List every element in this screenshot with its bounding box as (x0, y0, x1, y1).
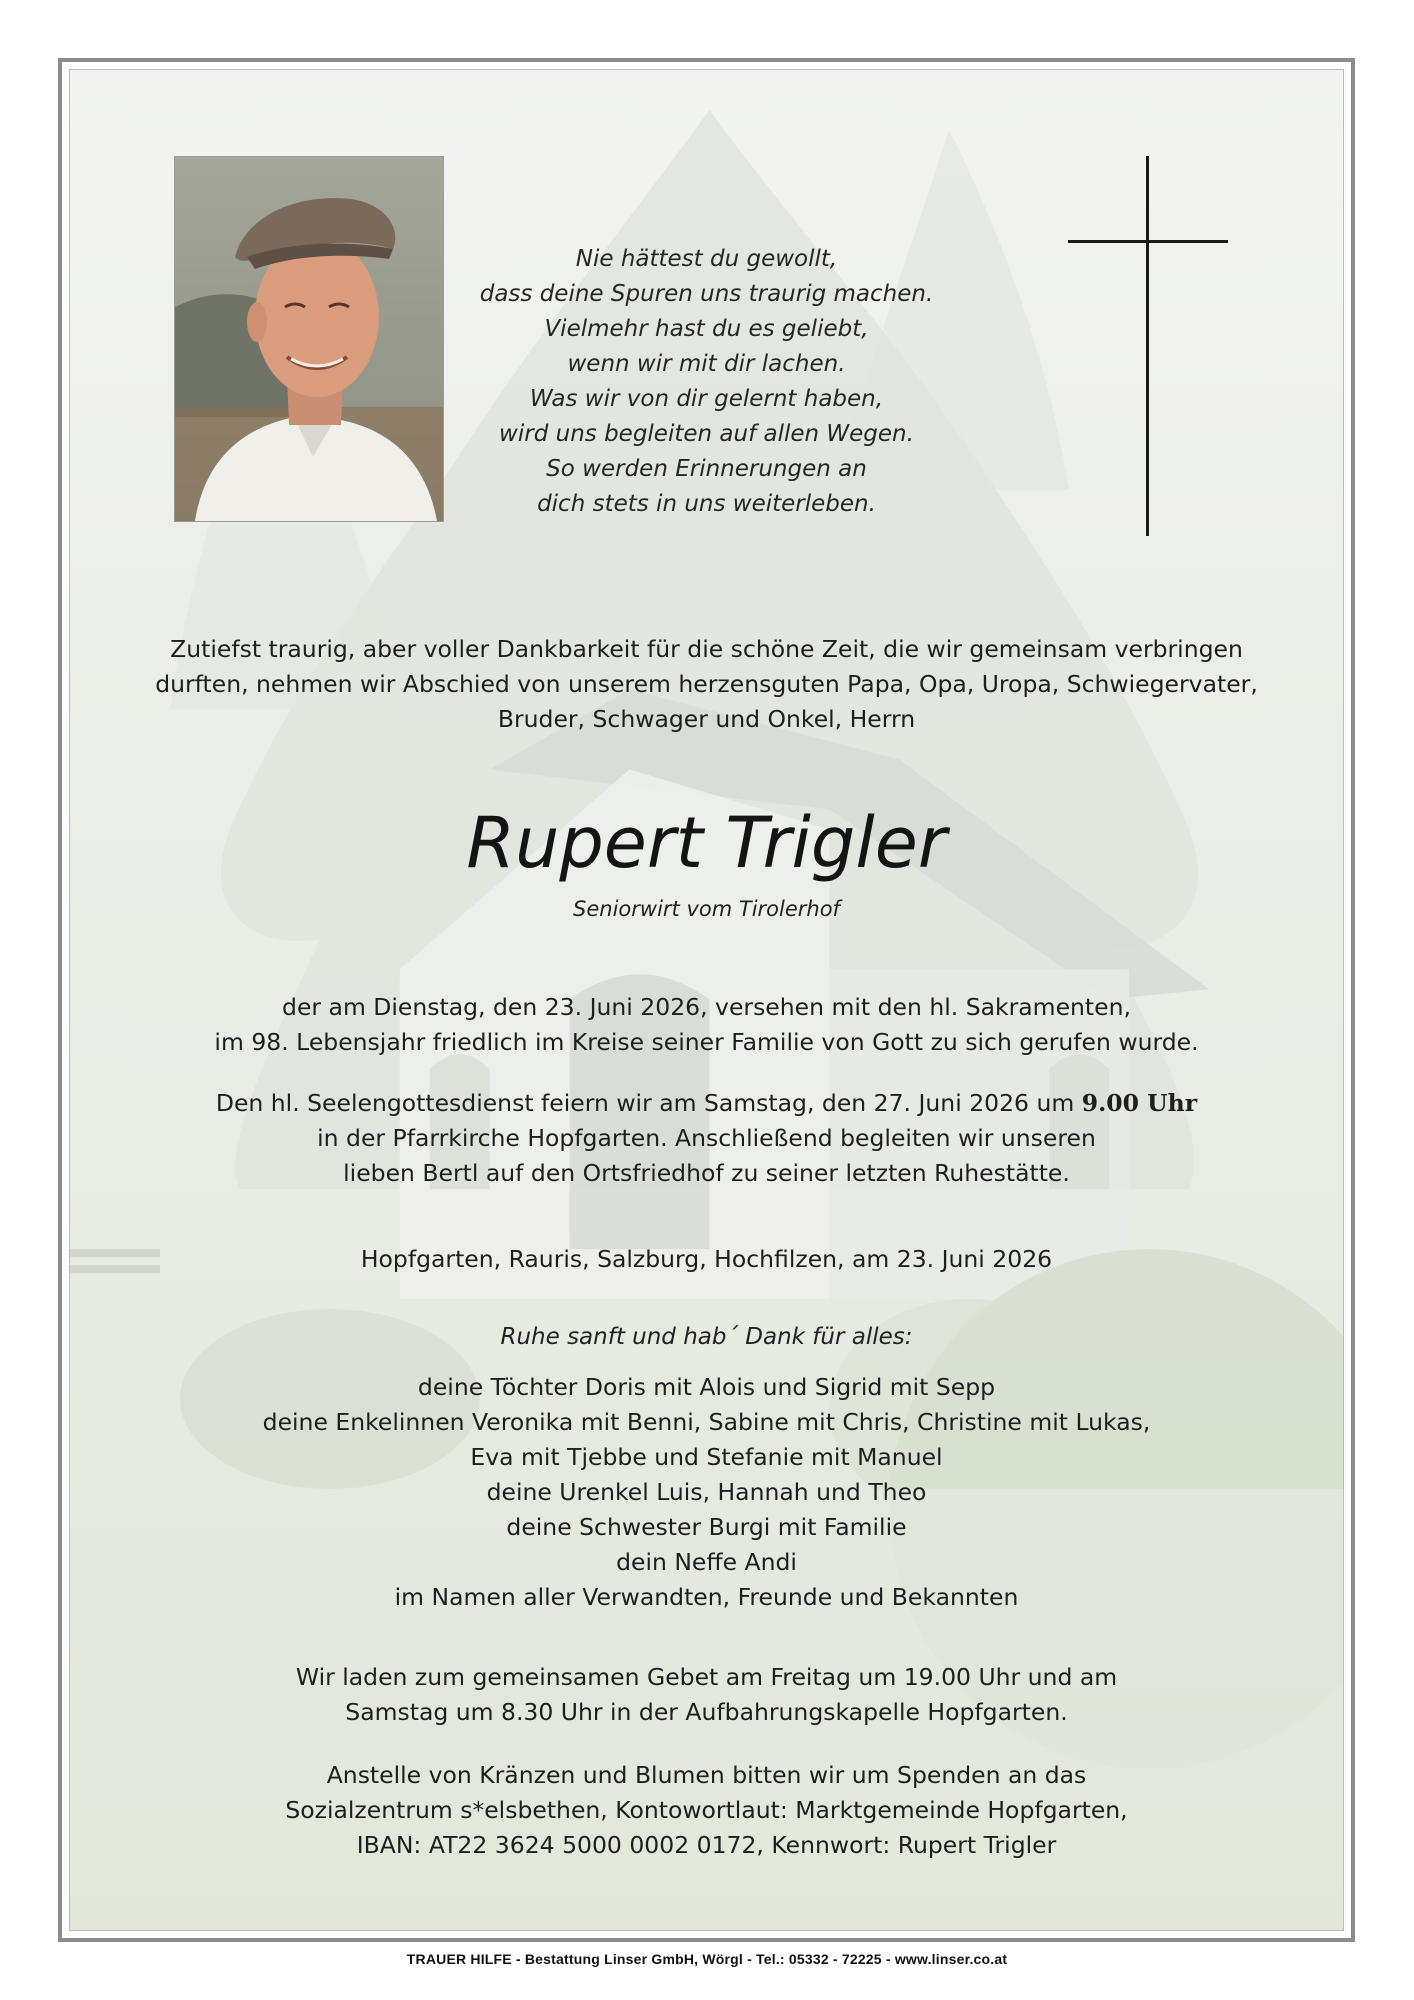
memorial-poem (70, 242, 1343, 522)
place-and-date: Hopfgarten, Rauris, Salzburg, Hochfilzen, am 23. Juni 2026 (360, 1245, 1053, 1273)
funeral-home-footer: TRAUER HILFE - Bestattung Linser GmbH, Wörgl - Tel.: 05332 - 72225 - www.linser.co.at (406, 1951, 1008, 1967)
deceased-name: Rupert Trigler (466, 802, 947, 884)
service-line: lieben Bertl auf den Ortsfriedhof zu seiner letzten Ruhestätte. (343, 1159, 1070, 1187)
mourners-list (70, 1370, 1343, 1615)
mourner-line: deine Schwester Burgi mit Familie (506, 1513, 907, 1541)
donation-request (70, 1758, 1343, 1863)
donation-line: Anstelle von Kränzen und Blumen bitten wir um Spenden an das (326, 1761, 1087, 1789)
poem-line: dass deine Spuren uns traurig machen. (479, 281, 934, 307)
service-line: in der Pfarrkirche Hopfgarten. Anschließend begleiten wir unseren (317, 1124, 1096, 1152)
death-notice (70, 990, 1343, 1060)
poem-line: wird uns begleiten auf allen Wegen. (499, 421, 914, 447)
poem-line: Was wir von dir gelernt haben, (529, 386, 884, 412)
mourner-line: Eva mit Tjebbe und Stefanie mit Manuel (470, 1443, 943, 1471)
poem-line: Nie hättest du gewollt, (575, 246, 838, 272)
poem-line: So werden Erinnerungen an (546, 456, 867, 482)
intro-paragraph (70, 632, 1343, 737)
mourner-line: dein Neffe Andi (616, 1548, 797, 1576)
intro-line: Bruder, Schwager und Onkel, Herrn (497, 705, 916, 733)
poem-line: Vielmehr hast du es geliebt, (544, 316, 869, 342)
donation-line: Sozialzentrum s*elsbethen, Kontowortlaut: Marktgemeinde Hopfgarten, (285, 1796, 1128, 1824)
mourner-line: im Namen aller Verwandten, Freunde und Bekannten (394, 1583, 1019, 1611)
poem-line: dich stets in uns weiterleben. (537, 491, 876, 517)
notice-content (70, 70, 1343, 1930)
farewell-line: Ruhe sanft und hab´ Dank für alles: (500, 1324, 913, 1350)
intro-line: durften, nehmen wir Abschied von unserem herzensguten Papa, Opa, Uropa, Schwiegervater, (155, 670, 1258, 698)
service-line-text: Den hl. Seelengottesdienst feiern wir am Samstag, den 27. Juni 2026 um (215, 1089, 1082, 1117)
mourner-line: deine Enkelinnen Veronika mit Benni, Sabine mit Chris, Christine mit Lukas, (262, 1408, 1151, 1436)
prayer-invitation (70, 1660, 1343, 1730)
notice-inner-frame (69, 69, 1344, 1931)
deceased-title: Seniorwirt vom Tirolerhof (573, 897, 840, 921)
prayer-line: Wir laden zum gemeinsamen Gebet am Freitag um 19.00 Uhr und am (295, 1663, 1118, 1691)
donation-line: IBAN: AT22 3624 5000 0002 0172, Kennwort: Rupert Trigler (356, 1831, 1057, 1859)
death-line: im 98. Lebensjahr friedlich im Kreise seiner Familie von Gott zu sich gerufen wurde. (214, 1028, 1199, 1056)
mourner-line: deine Urenkel Luis, Hannah und Theo (486, 1478, 927, 1506)
notice-frame (58, 58, 1355, 1942)
funeral-service (70, 1086, 1343, 1191)
prayer-line: Samstag um 8.30 Uhr in der Aufbahrungskapelle Hopfgarten. (345, 1698, 1068, 1726)
death-line: der am Dienstag, den 23. Juni 2026, versehen mit den hl. Sakramenten, (282, 993, 1131, 1021)
mourner-line: deine Töchter Doris mit Alois und Sigrid mit Sepp (417, 1373, 996, 1401)
poem-line: wenn wir mit dir lachen. (567, 351, 846, 377)
intro-line: Zutiefst traurig, aber voller Dankbarkeit für die schöne Zeit, die wir gemeinsam verbringen (170, 635, 1243, 663)
service-line (70, 1086, 1343, 1121)
service-time: 9.00 Uhr (1081, 1089, 1198, 1117)
